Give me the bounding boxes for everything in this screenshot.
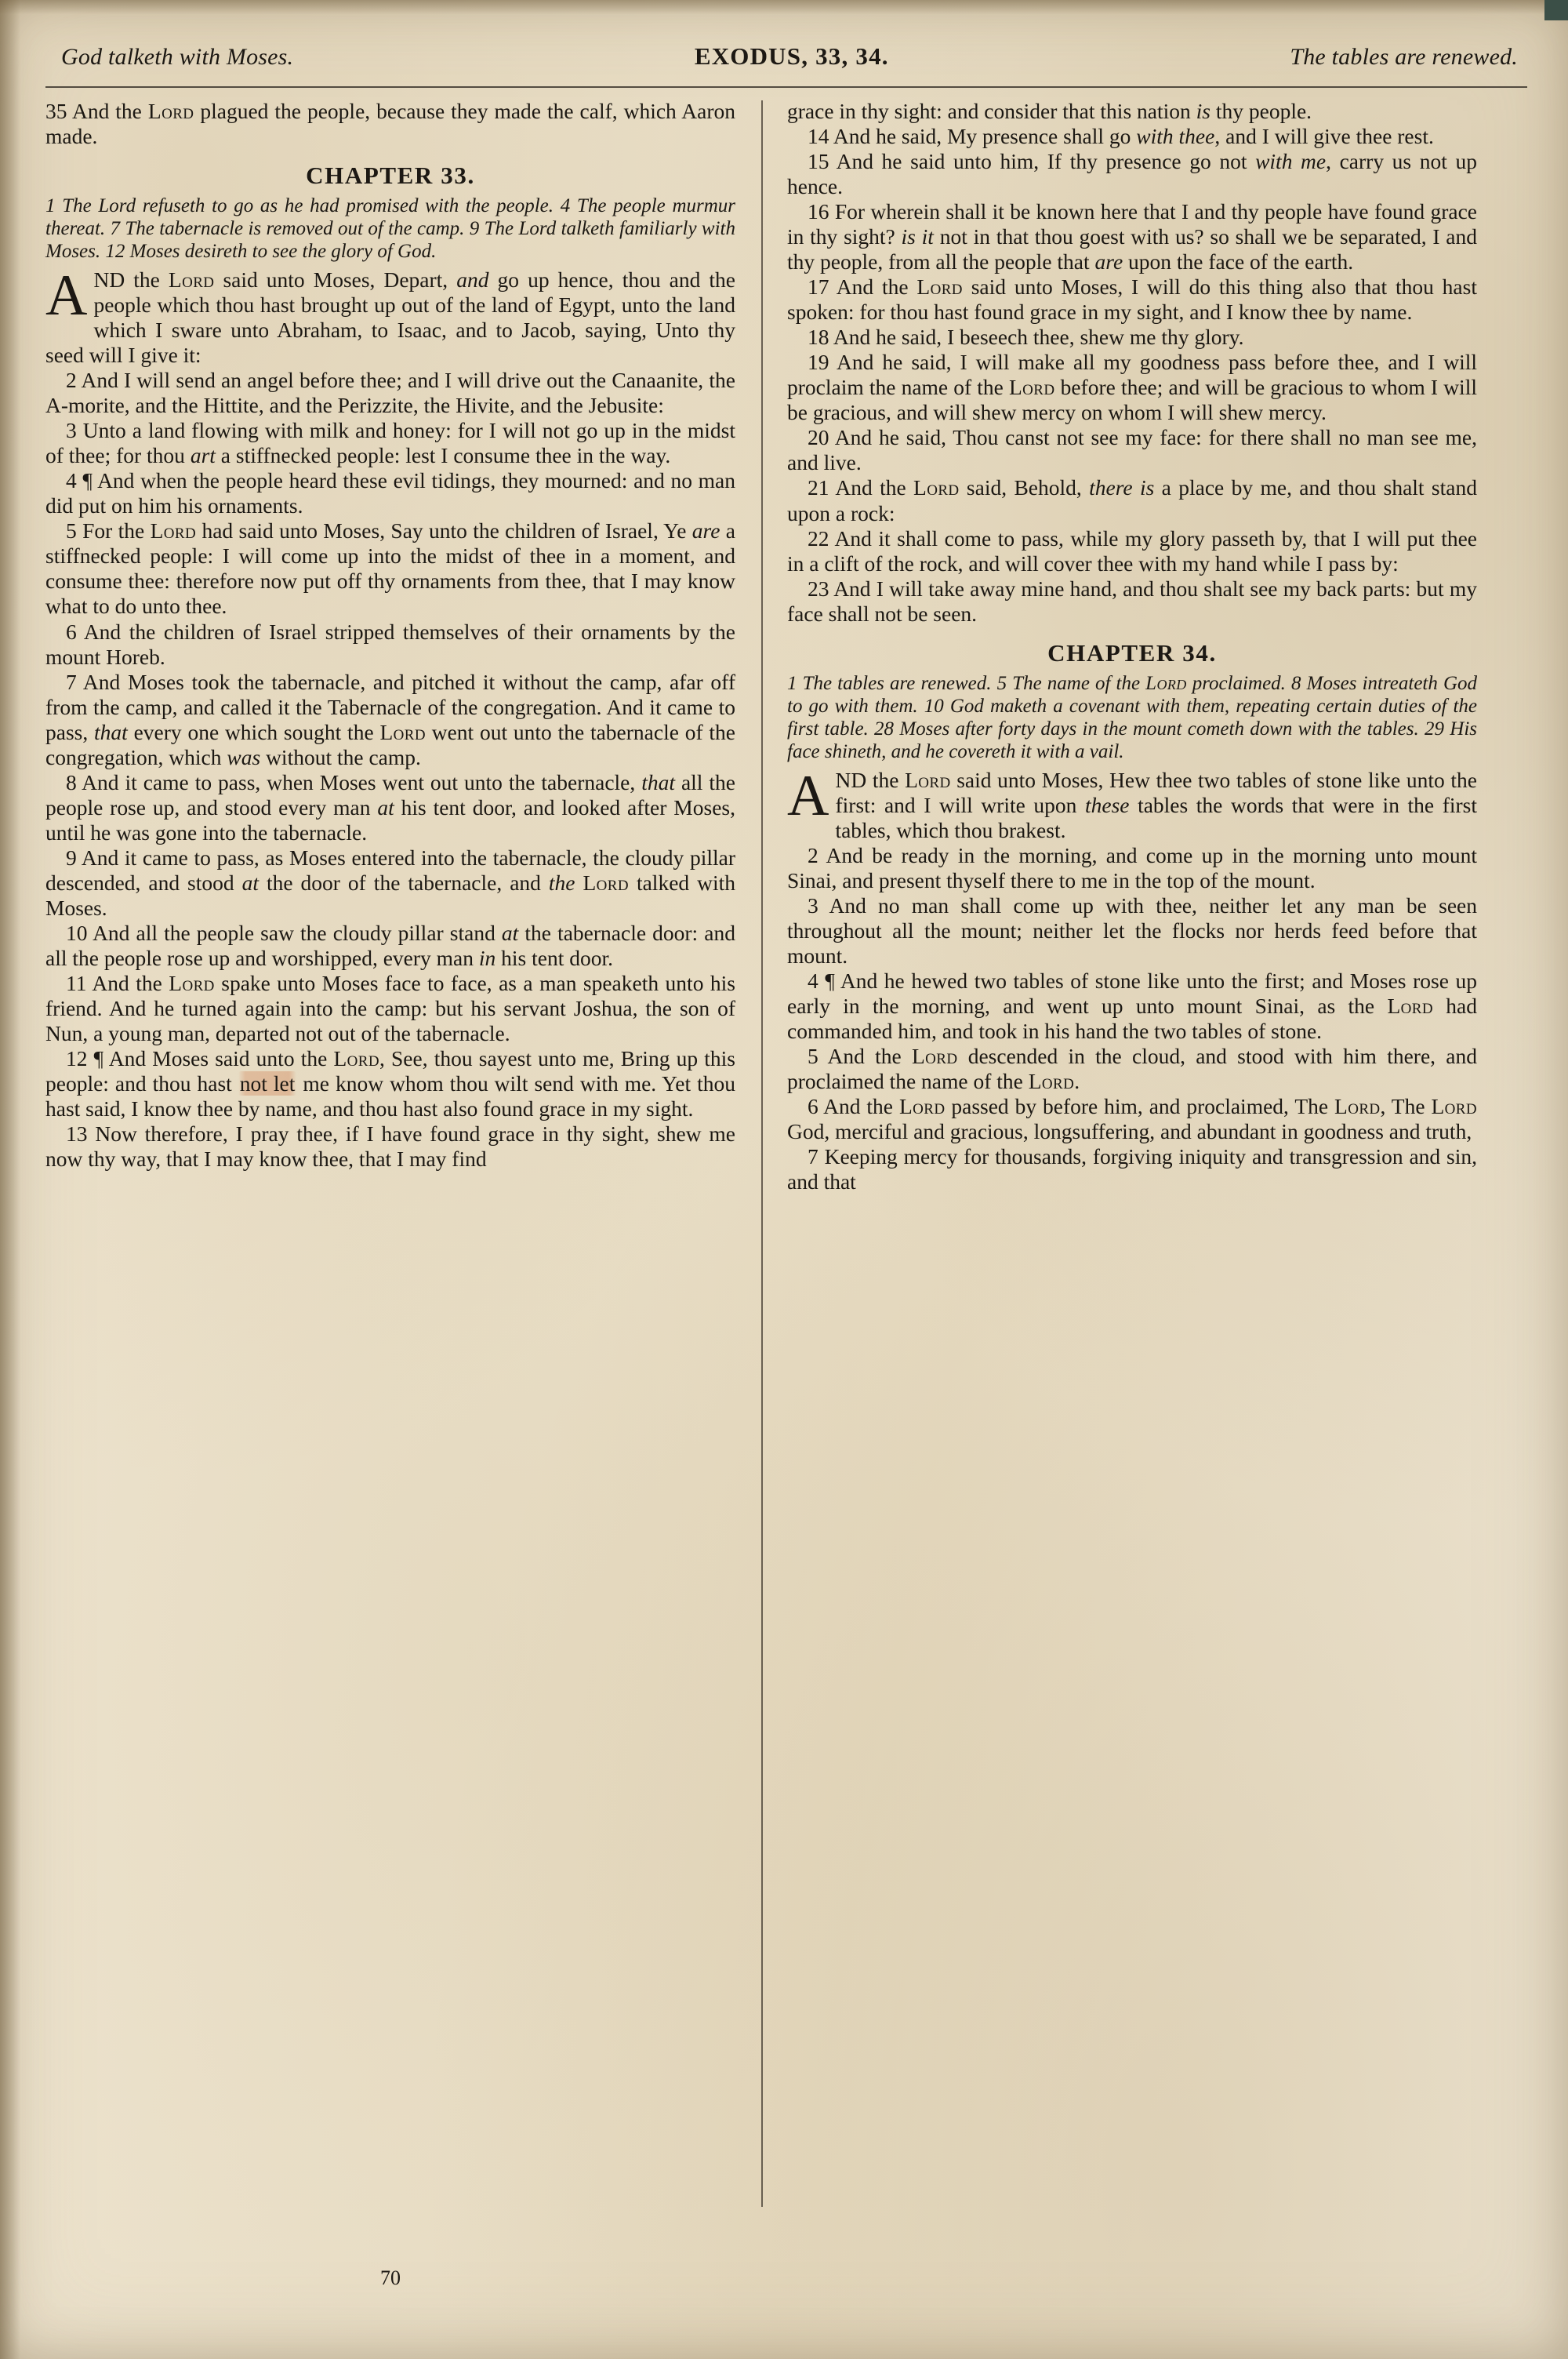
chapter-33-verse-11: 11 And the Lord spake unto Moses face to face, as a man speaketh unto his friend. And he turned again into the camp: but his servant Joshua, the son of Nun, a young man, departed not out of the tabernacle. bbox=[45, 970, 735, 1045]
chapter-34-verse-6: 6 And the Lord passed by before him, and proclaimed, The Lord, The Lord God, merciful and gracious, longsuffering, and abundant in goodness and truth, bbox=[787, 1094, 1477, 1144]
running-head-right: The tables are renewed. bbox=[1290, 44, 1518, 70]
drop-cap-a: A bbox=[45, 264, 88, 329]
chapter-33-verse-10: 10 And all the people saw the cloudy pillar stand at the tabernacle door: and all the people rose up and worshipped, every man in his tent door. bbox=[45, 920, 735, 970]
chapter-33-verse-22: 22 And it shall come to pass, while my glory passeth by, that I will put thee in a clift of the rock, and will cover thee with my hand while I pass by: bbox=[787, 525, 1477, 576]
chapter-34-heading: CHAPTER 34. bbox=[1047, 638, 1217, 667]
chapter-33-verse-3: 3 Unto a land flowing with milk and honey: for I will not go up in the midst of thee; for thou art a stiffnecked people: lest I consume thee in the way. bbox=[45, 418, 735, 468]
verse-13-continuation: grace in thy sight: and consider that this nation is thy people. bbox=[787, 99, 1312, 123]
chapter-34-verse-7: 7 Keeping mercy for thousands, forgiving iniquity and transgression and sin, and that bbox=[787, 1144, 1477, 1194]
chapter-33-verse-13: 13 Now therefore, I pray thee, if I have found grace in thy sight, shew me now thy way, that I may know thee, that I may find bbox=[45, 1121, 735, 1172]
running-head bbox=[45, 42, 1527, 78]
chapter-33-verse-8: 8 And it came to pass, when Moses went out unto the tabernacle, that all the people rose up, and stood every man at his tent door, and looked after Moses, until he was gone into the tabernacle. bbox=[45, 769, 735, 845]
two-column-body bbox=[45, 99, 1527, 2295]
chapter-34-verse-5: 5 And the Lord descended in the cloud, and stood with him there, and proclaimed the name of the Lord. bbox=[787, 1044, 1477, 1094]
page-left-edge-shadow bbox=[0, 0, 20, 2359]
column-divider bbox=[735, 99, 787, 2295]
right-column bbox=[787, 99, 1477, 2295]
chapter-33-verse-23: 23 And I will take away mine hand, and thou shalt see my back parts: but my face shall not be seen. bbox=[787, 576, 1477, 626]
page-content bbox=[45, 42, 1527, 2317]
chapter-33-verse-15: 15 And he said unto him, If thy presence go not with me, carry us not up hence. bbox=[787, 149, 1477, 199]
highlighted-phrase: not let bbox=[239, 1071, 296, 1096]
verse-35: 35 And the Lord plagued the people, because they made the calf, which Aaron made. bbox=[45, 99, 735, 149]
chapter-33-verse-5: 5 For the Lord had said unto Moses, Say unto the children of Israel, Ye are a stiffnecked people: I will come up into the midst of thee in a moment, and consume thee: therefore now put off thy ornaments from thee, that I may know what to do unto thee. bbox=[45, 518, 735, 619]
running-head-center: EXODUS, 33, 34. bbox=[694, 42, 889, 70]
chapter-33-verse-17: 17 And the Lord said unto Moses, I will do this thing also that thou hast spoken: for thou hast found grace in my sight, and I know thee by name. bbox=[787, 274, 1477, 325]
header-rule bbox=[45, 86, 1527, 88]
chapter-34-verse-2: 2 And be ready in the morning, and come up in the morning unto mount Sinai, and present thyself there to me in the top of the mount. bbox=[787, 842, 1477, 892]
chapter-33-verse-2: 2 And I will send an angel before thee; and I will drive out the Canaanite, the A-morite, and the Hittite, and the Perizzite, the Hivite, and the Jebusite: bbox=[45, 368, 735, 418]
chapter-33-heading: CHAPTER 33. bbox=[306, 162, 475, 190]
chapter-33-verse-4: 4 ¶ And when the people heard these evil tidings, they mourned: and no man did put on him his ornaments. bbox=[45, 468, 735, 518]
chapter-33-verse-16: 16 For wherein shall it be known here that I and thy people have found grace in thy sight? is it not in that thou goest with us? so shall we be separated, I and thy people, from all the people that are upon the face of the earth. bbox=[787, 199, 1477, 274]
chapter-33-verse-20: 20 And he said, Thou canst not see my face: for there shall no man see me, and live. bbox=[787, 425, 1477, 475]
chapter-34-verse-1: AND the Lord said unto Moses, Hew thee two tables of stone like unto the first: and I will write upon these tables the words that were in the first tables, which thou brakest. bbox=[787, 763, 1477, 842]
chapter-34-verse-3: 3 And no man shall come up with thee, neither let any man be seen throughout all the mount; neither let the flocks nor herds feed before that mount. bbox=[787, 892, 1477, 968]
left-column bbox=[45, 99, 735, 2295]
chapter-33-verse-9: 9 And it came to pass, as Moses entered into the tabernacle, the cloudy pillar descended, and stood at the door of the tabernacle, and the Lord talked with Moses. bbox=[45, 845, 736, 920]
page-corner-marker bbox=[1544, 0, 1568, 20]
running-head-left: God talketh with Moses. bbox=[61, 44, 294, 70]
chapter-34-summary: 1 The tables are renewed. 5 The name of the Lord proclaimed. 8 Moses intreateth God to go with them. 10 God maketh a covenant with them, repeating certain duties of the first table. 28 Moses after forty days in the mount cometh down with the tables. 29 His face shineth, and he covereth it with a vail. bbox=[787, 672, 1478, 762]
chapter-33-verse-14: 14 And he said, My presence shall go with thee, and I will give thee rest. bbox=[808, 124, 1434, 149]
chapter-33-summary: 1 The Lord refuseth to go as he had promised with the people. 4 The people murmur thereat. 7 The tabernacle is removed out of the camp. 9 The Lord talketh familiarly with Moses. 12 Moses desireth to see the glory of God. bbox=[45, 195, 736, 263]
chapter-33-verse-18: 18 And he said, I beseech thee, shew me thy glory. bbox=[808, 325, 1244, 350]
chapter-33-verse-1: AND the Lord said unto Moses, Depart, and go up hence, thou and the people which thou hast brought up out of the land of Egypt, unto the land which I sware unto Abraham, to Isaac, and to Jacob, saying, Unto thy seed will I give it: bbox=[45, 264, 735, 368]
chapter-34-verse-4: 4 ¶ And he hewed two tables of stone like unto the first; and Moses rose up early in the morning, and went up unto mount Sinai, as the Lord had commanded him, and took in his hand the two tables of stone. bbox=[787, 968, 1477, 1043]
chapter-33-verse-19: 19 And he said, I will make all my goodness pass before thee, and I will proclaim the name of the Lord before thee; and will be gracious to whom I will be gracious, and will shew mercy on whom I will shew mercy. bbox=[787, 350, 1477, 425]
drop-cap-a: A bbox=[787, 763, 829, 828]
page-top-edge-shadow bbox=[0, 0, 1568, 14]
chapter-33-verse-7: 7 And Moses took the tabernacle, and pitched it without the camp, afar off from the camp, and called it the Tabernacle of the congregation. And it came to pass, that every one which sought the Lord went out unto the tabernacle of the congregation, which was without the camp. bbox=[45, 669, 735, 769]
page-number: 70 bbox=[380, 2266, 401, 2289]
chapter-33-verse-6: 6 And the children of Israel stripped themselves of their ornaments by the mount Horeb. bbox=[45, 619, 735, 669]
chapter-33-verse-21: 21 And the Lord said, Behold, there is a place by me, and thou shalt stand upon a rock: bbox=[787, 475, 1477, 525]
chapter-33-verse-12: 12 ¶ And Moses said unto the Lord, See, thou sayest unto me, Bring up this people: and thou hast not let me know whom thou wilt send with me. Yet thou hast said, I know thee by name, and thou hast also found grace in my sight. bbox=[45, 1046, 735, 1121]
